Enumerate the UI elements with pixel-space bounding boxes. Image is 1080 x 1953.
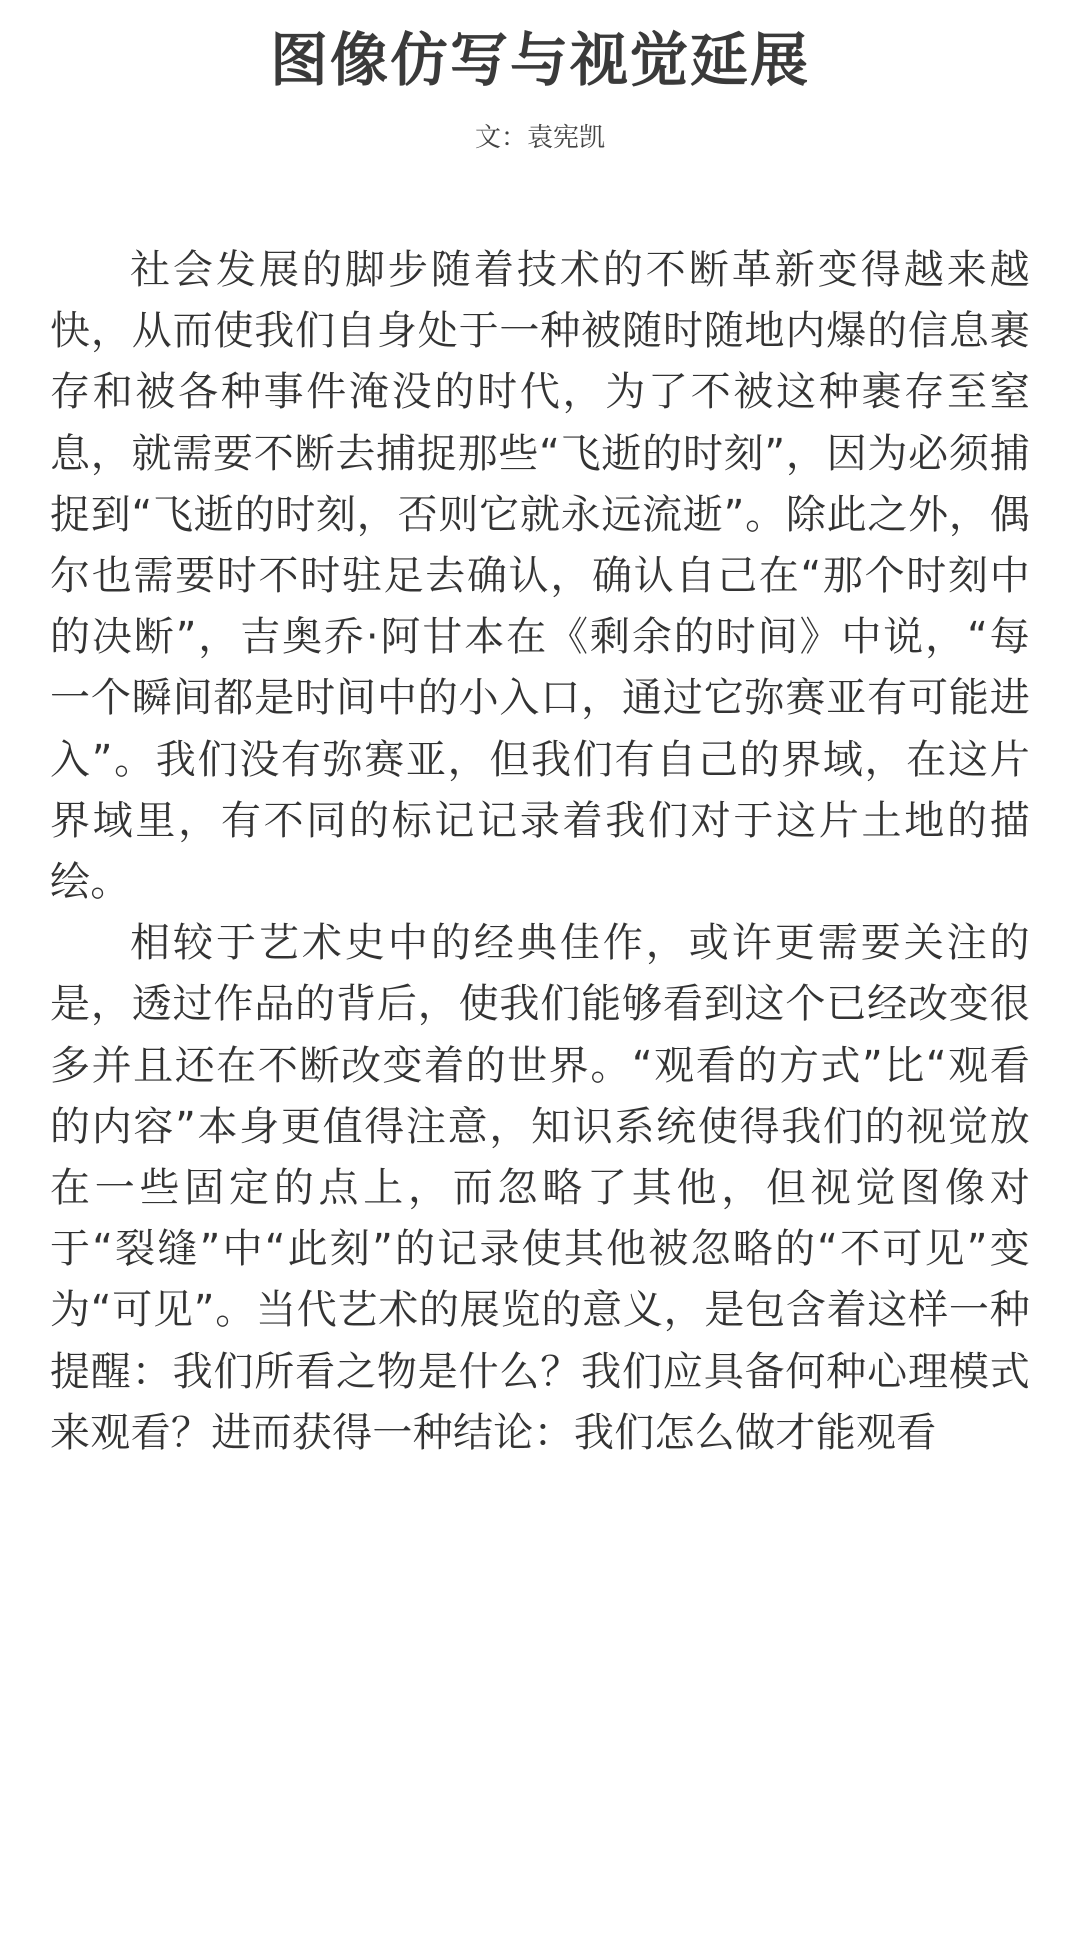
article-title: 图像仿写与视觉延展: [269, 26, 810, 94]
article-paragraph-1: 社会发展的脚步随着技术的不断革新变得越来越快，从而使我们自身处于一种被随时随地内爆的信息裹存和被各种事件淹没的时代，为了不被这种裹存至窒息，就需要不断去捕捉那些“飞逝的时刻”，因为必须捕捉到“飞逝的时刻，否则它就永远流逝”。除此之外，偶尔也需要时不时驻足去确认，确认自己在“那个时刻中的决断”，吉奥乔·阿甘本在《剩余的时间》中说，“每一个瞬间都是时间中的小入口，通过它弥赛亚有可能进入”。我们没有弥赛亚，但我们有自己的界域，在这片界域里，有不同的标记记录着我们对于这片土地的描绘。: [50, 247, 1030, 906]
article-body: [50, 240, 1030, 1464]
article-byline: 文：袁宪凯: [474, 123, 605, 153]
article-paragraph-2: 相较于艺术史中的经典佳作，或许更需要关注的是，透过作品的背后，使我们能够看到这个已经改变很多并且还在不断改变着的世界。“观看的方式”比“观看的内容”本身更值得注意，知识系统使得我们的视觉放在一些固定的点上，而忽略了其他，但视觉图像对于“裂缝”中“此刻”的记录使其他被忽略的“不可见”变为“可见”。当代艺术的展览的意义，是包含着这样一种提醒：我们所看之物是什么？我们应具备何种心理模式来观看？进而获得一种结论：我们怎么做才能观看: [50, 920, 1030, 1456]
